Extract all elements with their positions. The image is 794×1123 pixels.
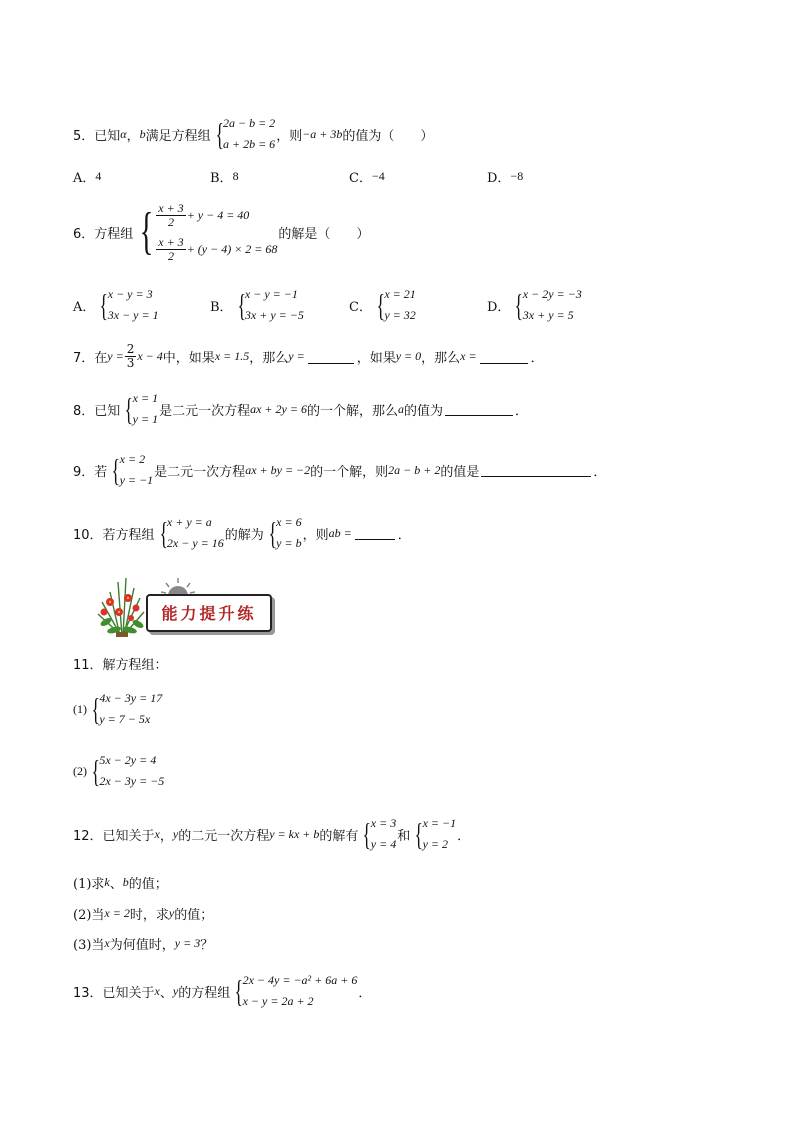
q11-part-2	[73, 750, 165, 792]
q7-answer-blank-1[interactable]	[308, 350, 354, 364]
left-brace-icon: {	[91, 753, 100, 789]
q5-stem-a: 5．已知	[73, 128, 121, 144]
q11-part-1	[73, 688, 163, 730]
q7-stem-c: ，那么	[249, 351, 289, 366]
q10-stem-b: 的解为	[224, 527, 264, 543]
option-label: D．	[487, 171, 511, 186]
option-row: 3x + y = 5	[522, 308, 574, 322]
option-label: B．	[210, 171, 233, 186]
q10-stem-c: ，则	[302, 527, 329, 543]
option-row: 3x − y = 1	[107, 308, 159, 322]
option-value: 4	[95, 169, 102, 183]
q6-eq1	[155, 198, 277, 232]
q9-expr: 2a − b + 2	[388, 462, 441, 477]
q8-stem-c: 的一个解，那么	[306, 403, 398, 419]
q5-system	[212, 113, 276, 155]
section-banner	[92, 572, 274, 638]
q5-option-a[interactable]	[73, 167, 101, 186]
q12-y: y	[172, 826, 179, 841]
q12-sub-2	[73, 904, 213, 923]
left-brace-icon: {	[111, 452, 121, 488]
q11-p1-r2: y = 7 − 5x	[99, 712, 151, 726]
q5-eq1: 2a − b = 2	[222, 116, 276, 130]
q6-option-d[interactable]	[487, 284, 583, 326]
q5-comma: ，	[126, 128, 140, 144]
q12-s1r2: y = 4	[370, 837, 397, 851]
q13-stem-b: 的方程组	[178, 985, 231, 1001]
q10-s2: y = b	[276, 536, 302, 550]
q8-end: ．	[514, 403, 528, 419]
left-brace-icon: {	[99, 287, 109, 323]
q10-r2: 2x − y = 16	[166, 536, 224, 550]
q12-sub-3	[73, 934, 213, 953]
q12-and: 和	[397, 828, 411, 844]
q12-comma: ，	[159, 828, 173, 844]
q6-stem-a: 6．方程组	[73, 226, 134, 242]
q12-sub1-b: 的值；	[128, 877, 168, 892]
question-11	[73, 654, 168, 673]
q7-cond2: y = 0	[395, 349, 422, 363]
left-brace-icon: {	[237, 287, 246, 323]
option-value: 8	[232, 169, 239, 183]
frac-numerator: x + 3	[158, 234, 184, 249]
q7-x1: x =	[460, 349, 477, 363]
q12-k: k	[104, 875, 110, 889]
q6-option-a[interactable]	[73, 284, 160, 326]
q6-option-c[interactable]	[349, 284, 417, 326]
q12-sub3-c: ？	[200, 938, 214, 953]
q5-option-c[interactable]	[349, 167, 385, 186]
question-7	[73, 343, 544, 370]
question-8	[73, 388, 528, 430]
question-10	[73, 512, 411, 554]
q12-b: b	[122, 875, 129, 889]
q12-stem-a: 12．已知关于	[73, 828, 155, 844]
q10-s1: x = 6	[276, 515, 302, 529]
frac-denominator: 2	[167, 214, 174, 229]
question-6	[73, 198, 369, 266]
q13-r1: 2x − 4y = −a² + 6a + 6	[242, 973, 358, 987]
q7-y-eq: y =	[107, 349, 124, 363]
q9-r2: y = −1	[119, 473, 154, 487]
q7-stem-d: ，如果	[356, 351, 396, 366]
q9-end: ．	[593, 464, 607, 480]
option-row: 3x + y = −5	[244, 308, 304, 322]
q10-r1: x + y = a	[166, 515, 212, 529]
q12-sub2-a: (2)当	[73, 908, 105, 923]
q12-sub3-b: 为何值时，	[109, 938, 175, 953]
q8-stem-b: 是二元一次方程	[159, 403, 251, 419]
option-value: −4	[371, 169, 385, 183]
left-brace-icon: {	[124, 391, 134, 427]
option-row: y = 32	[384, 308, 416, 322]
q9-answer-blank[interactable]	[481, 463, 591, 477]
q13-end: ．	[358, 985, 372, 1001]
q8-a: a	[397, 401, 404, 416]
q7-end: ．	[530, 351, 544, 366]
option-row: x − y = 3	[107, 287, 153, 301]
question-5	[73, 113, 433, 155]
q7-stem-b: 中，如果	[162, 351, 215, 366]
left-brace-icon: {	[215, 116, 224, 152]
left-brace-icon: {	[414, 816, 424, 852]
q6-eq2	[155, 232, 277, 266]
q11-p2-r1: 5x − 2y = 4	[99, 753, 157, 767]
q12-sub-1	[73, 873, 168, 892]
left-brace-icon: {	[139, 203, 154, 260]
q12-y2: y	[168, 906, 175, 920]
question-13	[73, 970, 371, 1012]
q7-stem-e: ，那么	[421, 351, 461, 366]
q13-stem-a: 13．已知关于	[73, 985, 155, 1001]
q9-stem-a: 9．若	[73, 464, 108, 480]
question-12	[73, 813, 470, 855]
banner-title: 能力提升练	[161, 604, 257, 623]
q12-x2: x = 2	[104, 906, 130, 920]
q8-r2: y = 1	[132, 412, 159, 426]
question-9	[73, 449, 606, 491]
q13-x: x	[154, 983, 160, 998]
option-label: C．	[349, 299, 372, 315]
q12-stem-b: 的二元一次方程	[178, 828, 270, 844]
frac-numerator: x + 3	[158, 200, 184, 215]
q6-eq1-rest: + y − 4 = 40	[186, 208, 250, 222]
q5-option-d[interactable]	[487, 167, 523, 186]
option-value: −8	[510, 169, 524, 183]
q12-s2r2: y = 2	[422, 837, 449, 851]
q9-stem-b: 是二元一次方程	[154, 464, 246, 480]
q10-end: ．	[397, 527, 411, 543]
q12-stem-c: 的解有	[319, 828, 359, 844]
q5-b: b	[139, 126, 146, 141]
option-label: C．	[349, 171, 372, 186]
q5-stem-b: 满足方程组	[145, 128, 211, 144]
option-row: x − 2y = −3	[522, 287, 582, 301]
q5-option-b[interactable]	[210, 167, 239, 186]
q8-stem-d: 的值为	[403, 403, 443, 419]
q8-r1: x = 1	[132, 391, 159, 405]
q7-rest: x − 4	[137, 349, 163, 363]
q6-eq2-rest: + (y − 4) × 2 = 68	[186, 242, 278, 256]
q12-x: x	[154, 826, 160, 841]
q12-end: ．	[457, 828, 471, 844]
q12-y3: y = 3	[174, 936, 201, 950]
q9-stem-c: 的一个解，则	[310, 464, 389, 480]
q12-s1r1: x = 3	[370, 816, 397, 830]
q11-p2-r2: 2x − 3y = −5	[99, 774, 165, 788]
q10-ab: ab =	[328, 525, 352, 540]
q5-stem-c: ，则	[276, 128, 303, 144]
q13-y: y	[172, 983, 179, 998]
left-brace-icon: {	[234, 973, 244, 1009]
q12-dun: 、	[109, 877, 123, 892]
left-brace-icon: {	[91, 691, 100, 727]
option-label: D．	[487, 299, 511, 315]
q11-p2-label: (2)	[73, 763, 87, 778]
left-brace-icon: {	[514, 287, 524, 323]
q13-r2: x − y = 2a + 2	[242, 994, 314, 1008]
q12-eq: y = kx + b	[269, 826, 320, 841]
q12-s2r1: x = −1	[422, 816, 457, 830]
q9-eq: ax + by = −2	[245, 462, 311, 477]
q11-p1-label: (1)	[73, 701, 87, 716]
q11-p1-r1: 4x − 3y = 17	[99, 691, 163, 705]
q8-answer-blank[interactable]	[445, 402, 513, 416]
q8-eq: ax + 2y = 6	[250, 401, 307, 416]
frac-denominator: 2	[167, 248, 174, 263]
q6-stem-b: 的解是（ ）	[278, 226, 370, 242]
left-brace-icon: {	[159, 515, 168, 551]
q12-sub2-c: 的值；	[174, 908, 214, 923]
frac-numerator: 2	[126, 342, 135, 356]
q5-stem-d: 的值为（ ）	[342, 128, 434, 144]
frac-denominator: 3	[126, 356, 135, 370]
q12-sub1-a: (1)求	[73, 877, 105, 892]
q7-cond1: x = 1.5	[214, 349, 250, 363]
option-label: B．	[210, 299, 233, 315]
q5-alpha: α	[120, 126, 127, 141]
left-brace-icon: {	[362, 816, 372, 852]
left-brace-icon: {	[268, 515, 277, 551]
q8-stem-a: 8．已知	[73, 403, 121, 419]
q6-system	[134, 198, 277, 266]
q5-eq2: a + 2b = 6	[222, 137, 276, 151]
q9-stem-d: 的值是	[440, 464, 480, 480]
q10-stem-a: 10．若方程组	[73, 527, 155, 543]
q11-stem: 11．解方程组：	[73, 658, 168, 673]
option-label: A．	[73, 171, 96, 186]
q13-dun: 、	[159, 985, 173, 1001]
left-brace-icon: {	[376, 287, 385, 323]
option-row: x − y = −1	[244, 287, 298, 301]
q7-answer-blank-2[interactable]	[480, 350, 528, 364]
q9-r1: x = 2	[119, 452, 146, 466]
q6-option-b[interactable]	[210, 284, 305, 326]
option-label: A．	[73, 299, 96, 315]
q5-expr: −a + 3b	[302, 126, 343, 141]
q12-sub2-b: 时，求	[129, 908, 169, 923]
q12-x3: x	[104, 936, 110, 950]
q7-y1: y =	[288, 349, 305, 363]
q10-answer-blank[interactable]	[355, 526, 395, 540]
q7-stem-a: 7．在	[73, 351, 108, 366]
banner-box	[146, 594, 272, 632]
flower-bouquet-icon	[92, 572, 152, 638]
option-row: x = 21	[384, 287, 416, 301]
q12-sub3-a: (3)当	[73, 938, 105, 953]
